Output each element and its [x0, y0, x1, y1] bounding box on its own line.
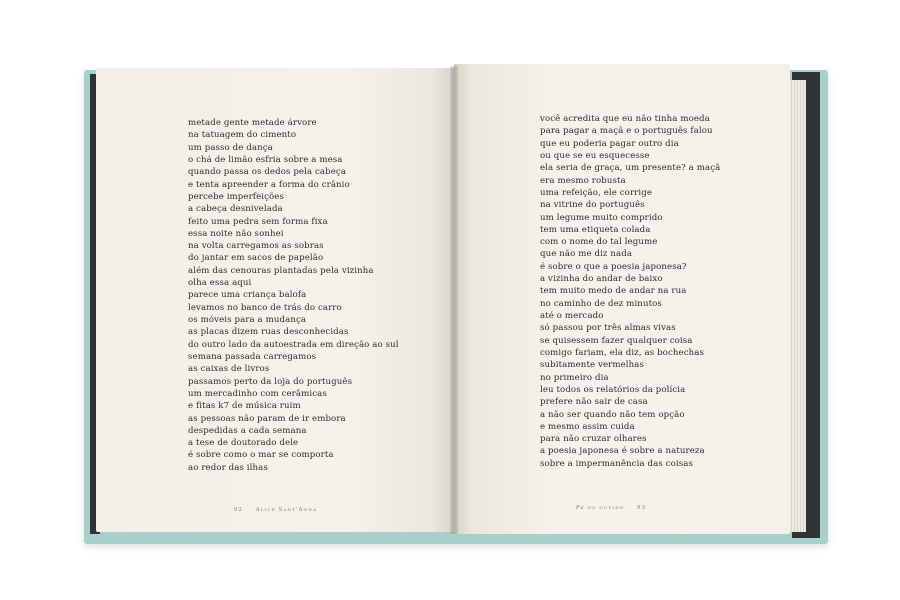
author-running-head: Alice Sant'Anna: [255, 507, 318, 513]
poem-line: até o mercado: [540, 311, 604, 321]
poem-line: feito uma pedra sem forma fixa: [188, 216, 328, 227]
poem-line: ou que se eu esquecesse: [540, 150, 650, 161]
poem-line: metade gente metade árvore: [188, 118, 317, 128]
poem-line: olha essa aqui: [188, 278, 252, 289]
right-page-number: 93: [637, 505, 647, 511]
left-page-footer: [234, 507, 317, 513]
poem-line: além das cenouras plantadas pela vizinha: [188, 265, 374, 276]
right-page-poem: [540, 113, 720, 470]
poem-line: subitamente vermelhas: [540, 360, 645, 371]
poem-line: as caixas de livros: [188, 364, 270, 375]
poem-line: a tese de doutorado dele: [188, 438, 299, 449]
poem-line: que eu poderia pagar outro dia: [540, 138, 679, 149]
poem-line: para não cruzar olhares: [540, 434, 647, 445]
poem-line: prefere não sair de casa: [540, 397, 648, 408]
poem-line: na volta carregamos as sobras: [188, 241, 324, 252]
poem-line: do jantar em sacos de papelão: [188, 253, 324, 264]
poem-line: e mesmo assim cuida: [540, 421, 635, 432]
poem-line: as pessoas não param de ir embora: [188, 413, 346, 424]
poem-line: que não me diz nada: [540, 249, 633, 260]
poem-line: na tatuagem do cimento: [188, 130, 297, 141]
left-page: [96, 68, 454, 532]
poem-line: só passou por três almas vivas: [540, 323, 676, 334]
poem-line: essa noite não sonhei: [188, 228, 284, 239]
right-page-footer: [576, 505, 646, 511]
poem-line: a poesia japonesa é sobre a natureza: [540, 446, 705, 457]
poem-line: semana passada carregamos: [188, 351, 317, 362]
poem-line: era mesmo robusta: [540, 175, 626, 186]
left-page-poem: [188, 117, 399, 474]
poem-line: despedidas a cada semana: [188, 425, 307, 436]
poem-line: a não ser quando não tem opção: [540, 409, 685, 420]
poem-line: uma refeição, ele corrige: [540, 187, 653, 198]
poem-line: para pagar a maçã e o português falou: [540, 126, 713, 137]
title-running-head: Pé do ouvido: [576, 505, 625, 511]
poem-line: é sobre como o mar se comporta: [188, 450, 334, 461]
poem-line: parece uma criança balofa: [188, 290, 307, 301]
poem-line: os móveis para a mudança: [188, 315, 307, 325]
poem-line: na vitrine do português: [540, 200, 645, 211]
right-page: [454, 64, 790, 534]
poem-line: ao redor das ilhas: [188, 462, 268, 473]
book-gutter: [450, 66, 458, 534]
poem-line: a cabeça desnivelada: [188, 204, 283, 215]
poem-line: passamos perto da loja do português: [188, 376, 353, 387]
left-page-number: 92: [234, 507, 244, 513]
poem-line: comigo fariam, ela diz, as bochechas: [540, 347, 704, 358]
poem-line: com o nome do tal legume: [540, 237, 658, 248]
poem-line: você acredita que eu não tinha moeda: [540, 114, 710, 124]
poem-line: tem uma etiqueta colada: [540, 224, 651, 235]
poem-line: percebe imperfeições: [188, 191, 285, 202]
poem-line: e fitas k7 de música ruim: [188, 401, 301, 412]
poem-line: no primeiro dia: [540, 372, 609, 383]
poem-line: um mercadinho com cerâmicas: [188, 388, 327, 399]
poem-line: leu todos os relatórios da polícia: [540, 384, 686, 395]
poem-line: a vizinha do andar de baixo: [540, 274, 663, 285]
poem-line: ela seria de graça, um presente? a maçã: [540, 163, 721, 174]
poem-line: e tenta apreender a forma do crânio: [188, 179, 350, 190]
poem-line: sobre a impermanência das coisas: [540, 458, 693, 469]
poem-line: quando passa os dedos pela cabeça: [188, 167, 347, 178]
poem-line: é sobre o que a poesia japonesa?: [540, 261, 687, 272]
poem-line: se quisessem fazer qualquer coisa: [540, 335, 693, 346]
poem-line: um passo de dança: [188, 142, 273, 153]
poem-line: no caminho de dez minutos: [540, 298, 662, 309]
poem-line: tem muito medo de andar na rua: [540, 286, 687, 297]
poem-line: um legume muito comprido: [540, 212, 663, 223]
poem-line: levamos no banco de trás do carro: [188, 302, 342, 313]
poem-line: o chá de limão esfria sobre a mesa: [188, 154, 343, 165]
poem-line: as placas dizem ruas desconhecidas: [188, 327, 349, 338]
poem-line: do outro lado da autoestrada em direção ao sul: [188, 339, 399, 350]
